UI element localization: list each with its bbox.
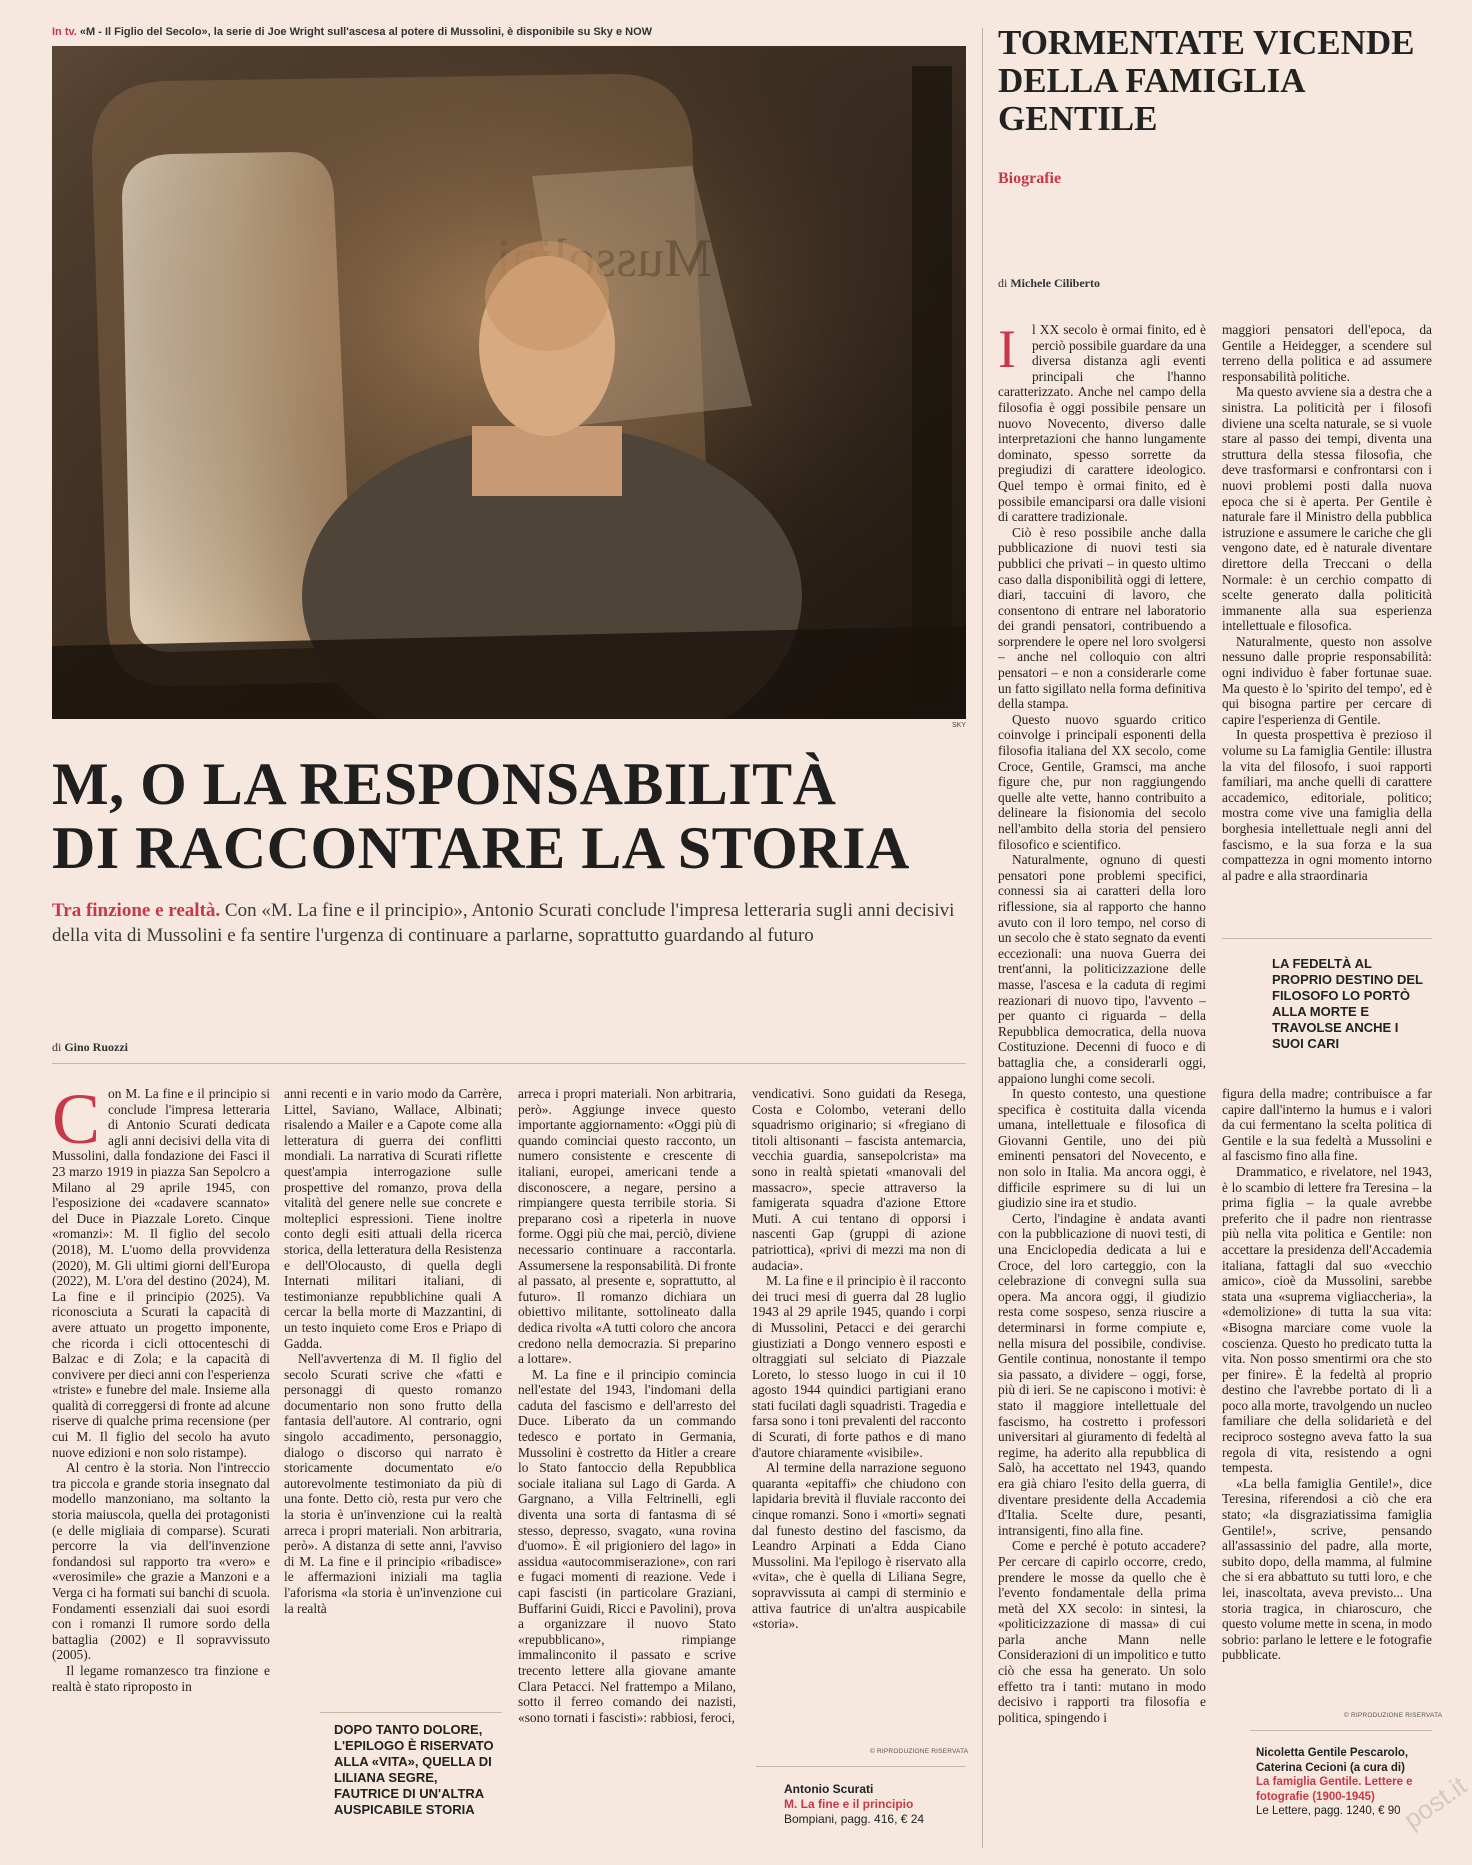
side-column-1 (998, 322, 1206, 1858)
headline-line-2: DI RACCONTARE LA STORIA (52, 815, 910, 881)
pull-quote-rule (320, 1712, 502, 1713)
pull-quote-rule (1222, 938, 1432, 939)
book-author: Antonio Scurati (784, 1782, 874, 1796)
paragraph: Nell'avvertenza di M. Il figlio del secolo Scurati scrive che «fatti e personaggi di questo romanzo documentario non sono frutto della fantasia dell'autore. Al contrario, ogni singolo accadimento, personaggio, dialogo o discorso qui narrato è storicamente documentato e/o autorevolmente testimoniato da più di una fonte. Detto ciò, resta pur vero che la storia è un'invenzione cui la realtà arreca i propri materiali. Non arbitraria, però». A distanza di sette anni, l'avviso di M. La fine e il principio «ribadisce» le affermazioni iniziali ma taglia l'aforisma «la storia è un'invenzione cui la realtà (284, 1351, 502, 1616)
byline-author: Michele Ciliberto (1010, 276, 1100, 290)
dropcap: C (52, 1086, 101, 1159)
paragraph: Certo, l'indagine è andata avanti con la pubblicazione di nuovi testi, di una Enciclopedia dedicata a lui e Croce, del loro carteggio, con la celebrazione di convegni sulla sua opera. Ma ancora oggi, il giudizio resta come sospeso, senza riuscire a determinarsi in forme compiute e, nella misura del possibile, condivise. Gentile continua, nonostante il tempo sia passato, a dividere – oggi, forse, più di ieri. Se ne capiscono i motivi: è stato il maggiore intellettuale del fascismo, ha costretto i professori universitari al giuramento di fedeltà al regime, ha aderito alla repubblica di Salò, ha accettato nel 1943, quando era già chiaro l'esito della guerra, di diventare presidente della Accademia d'Italia. Scelte dure, pesanti, intransigenti, fino alla fine. (998, 1210, 1206, 1538)
side-rights-notice: © RIPRODUZIONE RISERVATA (1344, 1712, 1443, 1719)
side-section-label: Biografie (998, 170, 1062, 187)
paragraph: vendicativi. Sono guidati da Resega, Costa e Colombo, veterani dello squadrismo originario; si «fregiano di titoli altisonanti – fascista antemarcia, vecchia guardia, sansepolcrista» ma sono in realtà spietati «manovali del massacro», specie attraverso la famigerata squadra d'azione Ettore Muti. A cui tentano di opporsi i nascenti Gap (gruppi di azione patriottica), «privi di mezzi ma non di audacia». (752, 1086, 966, 1273)
paragraph: Naturalmente, ognuno di questi pensatori pone problemi specifici, connessi sia ai caratteri della loro riflessione, sia al rapporto che hanno avuto con il loro tempo, nel corso di un secolo che è stato segnato da eventi eccezionali: una nuova Guerra dei trent'anni, la politicizzazione delle masse, l'ascesa e la caduta di regimi reazionari di nuovo tipo, l'avvento – per quanto ci riguarda – della Repubblica democratica, della nuova Costituzione. Decenni di fuoco e di battaglia che, a considerarli oggi, appaiono lunghi come secoli. (998, 852, 1206, 1086)
paragraph: In questa prospettiva è prezioso il volume su La famiglia Gentile: illustra la vita del filosofo, i suoi rapporti familiari, ma anche quelli di carattere accademico, editoriale, politico; mostra come vive una famiglia della borghesia intellettuale negli anni del fascismo, e la sua forza e la sua compattezza in ogni momento intorno al padre e alla straordinaria (1222, 727, 1432, 883)
paragraph: «La bella famiglia Gentile!», dice Teresina, riferendosi a ciò che era stato; «la disgraziatissima famiglia Gentile!», scrive, pensando all'assassinio del padre, alla morte, subito dopo, della mamma, al fulmine che si era abbattuto su tutti loro, e che lei, inascoltata, aveva previsto... Una storia tragica, in chiaroscuro, che questo volume mette in scena, in modo sobrio: parlano le lettere e le fotografie pubblicate. (1222, 1475, 1432, 1663)
dropcap: I (998, 322, 1016, 379)
subhead-text: Con «M. La fine e il principio», Antonio Scurati conclude l'impresa letteraria sugli anni decisivi della vita di Mussolini e fa sentire l'urgenza di continuare a parlarne, soprattutto guardando al futuro (52, 900, 955, 946)
paragraph: figura della madre; contribuisce a far capire dall'interno la humus e i valori da cui fermentano la scelta politica di Gentile e la sua fedeltà a Mussolini e al fascismo fino alla fine. (1222, 1086, 1432, 1164)
paragraph: Naturalmente, questo non assolve nessuno dalle proprie responsabilità: ogni individuo è faber fortunae suae. Ma questo è lo 'spirito del tempo', ed è qui bisogna partire per cercare di capire l'esperienza di Gentile. (1222, 633, 1432, 727)
side-column-2 (1222, 322, 1432, 926)
paragraph: l XX secolo è ormai finito, ed è perciò possibile guardare da una diversa distanza agli eventi principali che l'hanno caratterizzato. Anche nel campo della filosofia è oggi possibile pensare un nuovo Novecento, diverso dalle interpretazioni che hanno lungamente dominato, spesso sorrette da pregiudizi di carattere ideologico. Quel tempo è ormai finito, ed è possibile emanciparsi ora dalle visioni di carattere tradizionale. (998, 322, 1206, 525)
side-column-3 (1222, 1086, 1432, 1702)
column-divider (982, 28, 983, 1848)
headline-line-1: M, O LA RESPONSABILITÀ (52, 751, 837, 817)
book-box-rule (1250, 1730, 1432, 1731)
paragraph: In questo contesto, una questione specifica è costituita dalla vicenda umana, intellettuale e filosofica di Giovanni Gentile, uno dei più eminenti pensatori del Novecento, e non solo in Italia. Ma ancora oggi, è difficile esprimere su di lui un giudizio sine ira et studio. (998, 1086, 1206, 1211)
book-publisher: Le Lettere, pagg. 1240, € 90 (1256, 1805, 1401, 1817)
subhead-lead: Tra finzione e realtà. (52, 900, 221, 921)
byline-author: Gino Ruozzi (64, 1040, 129, 1054)
side-pull-quote: LA FEDELTÀ AL PROPRIO DESTINO DEL FILOSOFO LO PORTÒ ALLA MORTE E TRAVOLSE ANCHE I SUOI CARI (1272, 956, 1423, 1051)
rights-notice: © RIPRODUZIONE RISERVATA (870, 1748, 969, 1755)
paragraph: Drammatico, e rivelatore, nel 1943, è lo scambio di lettere fra Teresina – la prima figlia – la quale avrebbe preferito che il padre non rientrasse più nella vita politica e Gentile: non accettare la presidenza dell'Accademia italiana, fattagli dal suo «vecchio amico», cioè da Mussolini, sarebbe stata una «suprema vigliaccheria», la «demolizione» di tutta la sua vita: «Bisogna marciare come vuole la coscienza. Questo ho predicato tutta la vita. Non posso smentirmi ora che sto per finire». È la fedeltà al proprio destino che l'avrebbe portato di lì a poco alla morte, travolgendo un nucleo familiare che della solidarietà e del reciproco sostegno aveva fatto la sua regola di vita, resistendo a ogni tempesta. (1222, 1163, 1432, 1476)
book-box-rule (756, 1766, 966, 1767)
byline-prefix: di (998, 276, 1011, 290)
paragraph: arreca i propri materiali. Non arbitraria, però». Aggiunge invece questo importante aggiornamento: «Oggi più di quando cominciai questo racconto, un numero consistente e crescente di italiani, europei, americani tende a disconoscere, a negare, persino a rimpiangere questa terribile storia. Si preparano così a ripeterla in nuove forme. Oggi più che mai, perciò, diviene necessario continuare a raccontarla. Assumersene la responsabilità. Di fronte al passato, al presente e, soprattutto, al futuro». Il romanzo dichiara un obiettivo militante, sottolineato dalla dedica rivolta «A tutti coloro che ancora credono nella democrazia. Si preparino a lottare». (518, 1086, 736, 1367)
paragraph: Questo nuovo sguardo critico coinvolge i principali esponenti della filosofia italiana del XX secolo, come Croce, Gentile, Gramsci, ma anche figure che, pur non raggiungendo quelle alte vette, hanno contribuito a delineare la fisionomia del secolo nell'ambito della storia del pensiero filosofico e scientifico. (998, 711, 1206, 852)
article-column-1 (52, 1086, 270, 1856)
paragraph: M. La fine e il principio comincia nell'estate del 1943, l'indomani della caduta del fascismo e dell'arresto del Duce. Liberato da un commando tedesco e portato in Germania, Mussolini è costretto da Hitler a creare lo Stato fantoccio della Repubblica sociale italiana sul Lago di Garda. A Gargnano, a Villa Feltrinelli, egli diventa una sorta di fantasma di sé stesso, depresso, svagato, «una rovina d'uomo». È «il prigioniero del lago» in assidua «autocommiserazione», con rari e fugaci momenti di reazione. Vede i capi fascisti (in particolare Graziani, Buffarini Guidi, Ricci e Pavolini), prova a organizzare il nuovo Stato «repubblicano», rimpiange immalinconito il passato e scrive trecento lettere alla giovane amante Clara Petacci. Nel frattempo a Milano, sotto il ferreo comando dei nazisti, «sono tornati i fascisti»: rabbiosi, feroci, (518, 1366, 736, 1725)
caption-text: «M - Il Figlio del Secolo», la serie di Joe Wright sull'ascesa al potere di Mussolini, è disponibile su Sky e NOW (76, 26, 653, 38)
paragraph: Ma questo avviene sia a destra che a sinistra. La politicità per i filosofi diviene una scelta naturale, se si vuole stare al passo dei tempi, diventa una struttura della stessa filosofia, che deve trasformarsi e confrontarsi con i nuovi problemi posti dalla nuova epoca che si è aperta. Per Gentile è naturale fare il Ministro della pubblica istruzione e assumere le cariche che gli vengono date, ed è naturale diventare direttore della Treccani o della Normale: è un cerchio compatto di scelte generato dalla politicità immanente alla sua esperienza intellettuale e filosofica. (1222, 384, 1432, 634)
photo-credit: SKY (952, 722, 967, 729)
watermark: post.it (1398, 1770, 1472, 1835)
paragraph: Come e perché è potuto accadere? Per cercare di capirlo occorre, credo, prendere le mosse da quello che è l'evento fondamentale della prima metà del XX secolo: in sintesi, la «politicizzazione di massa» di cui parla anche Mann nelle Considerazioni di un impolitico e tutto ciò che essa ha generato. Un solo effetto tra i tanti: mutano in modo decisivo i rapporti tra filosofia e politica, spingendo i (998, 1538, 1206, 1725)
paragraph: Al centro è la storia. Non l'intreccio tra piccola e grande storia insegnato dal modello manzoniano, ma soltanto la storia maiuscola, quella dei protagonisti (e delle migliaia di comparse). Scurati percorre la via dell'invenzione fondandosi sul rapporto tra «vero» e «verosimile» che grazie a Manzoni e a Verga ci ha formati sui banchi di scuola. Fondamenti essenziali dai suoi esordi con i romanzi Il rumore sordo della battaglia (2002) e Il sopravvissuto (2005). (52, 1460, 270, 1663)
article-photo (52, 46, 966, 719)
byline-prefix: di (52, 1040, 65, 1054)
body-top-rule (52, 1063, 966, 1064)
article-column-2 (284, 1086, 502, 1698)
article-column-3 (518, 1086, 736, 1856)
article-headline (52, 752, 972, 880)
caption-lead: In tv. (52, 26, 77, 38)
paragraph: on M. La fine e il principio si conclude l'impresa letteraria di Antonio Scurati dedicata agli anni decisivi della vita di Mussolini, dalla fondazione dei Fasci il 23 marzo 1919 in piazza San Sepolcro a Milano al 29 aprile 1945, con l'esposizione dei «cadavere scannato» del Duce in Piazzale Loreto. Cinque «romanzi»: M. Il figlio del secolo (2018), M. L'uomo della provvidenza (2020), M. Gli ultimi giorni dell'Europa (2022), M. L'ora del destino (2024), M. La fine e il principio (2025). Va riconosciuta a Scurati la capacità di avere attuato un progetto imponente, che ricorda i cicli ottocenteschi di Balzac e di Zola; e la capacità di convivere per dieci anni con l'esperienza «triste» e funebre del male. Insieme alla qualità di correggersi di fronte ad alcune riserve di qualche prima recensione (per cui M. Il figlio del secolo ha avuto nuove edizioni e non solo ristampe). (52, 1086, 270, 1460)
side-headline: TORMENTATE VICENDE DELLA FAMIGLIA GENTILE (998, 23, 1415, 138)
paragraph: Ciò è reso possibile anche dalla pubblicazione di nuovi testi sia pubblici che privati – in questo ultimo caso dalla disponibilità oggi di lettere, diari, taccuini di lavoro, che consentono di entrare nel laboratorio dei grandi pensatori, contribuendo a sorprendere le opere nel loro svolgersi – anche nel colloquio con altri pensatori – e non a considerarle come un fatto sigillato nella forma definitiva della stampa. (998, 524, 1206, 712)
book-author: Nicoletta Gentile Pescarolo, Caterina Cecioni (a cura di) (1256, 1747, 1409, 1774)
article-column-4 (752, 1086, 966, 1750)
side-byline (998, 276, 1100, 291)
paragraph: Il legame romanzesco tra finzione e realtà è stato riproposto in (52, 1662, 270, 1694)
book-title: M. La fine e il principio (784, 1797, 914, 1811)
paragraph: M. La fine e il principio è il racconto dei truci mesi di guerra dal 28 luglio 1943 al 29 aprile 1945, quando i corpi di Mussolini, Petacci e dei gerarchi giustiziati a Dongo vennero esposti e oltraggiati sul selciato di Piazzale Loreto, lo stesso luogo in cui il 10 agosto 1944 quindici partigiani erano stati fucilati dagli squadristi. Tragedia e farsa sono i toni prevalenti del racconto di Scurati, di forte pathos e di mano d'autore chiaramente «visibile». (752, 1273, 966, 1460)
paragraph: maggiori pensatori dell'epoca, da Gentile a Heidegger, a scendere sul terreno della politica e ad assumere responsabilità politiche. (1222, 322, 1432, 384)
pull-quote: DOPO TANTO DOLORE, L'EPILOGO È RISERVATO ALLA «VITA», QUELLA DI LILIANA SEGRE, FAUTRICE DI UN'ALTRA AUSPICABILE STORIA (334, 1722, 494, 1817)
paragraph: Al termine della narrazione seguono quaranta «epitaffi» che chiudono con lapidaria brevità il fluviale racconto dei cinque romanzi. Sono i «morti» segnati dal funesto destino del fascismo, da Leandro Arpinati a Edda Ciano Mussolini. Ma l'epilogo è riservato alla «vita», che è quella di Liliana Segre, sopravvissuta ai campi di sterminio e attiva fautrice di un'altra auspicabile «storia». (752, 1460, 966, 1632)
car-window-photo (52, 46, 966, 719)
book-info (784, 1782, 966, 1827)
book-publisher: Bompiani, pagg. 416, € 24 (784, 1812, 925, 1826)
article-subhead (52, 898, 972, 948)
article-byline (52, 1040, 128, 1055)
book-title: La famiglia Gentile. Lettere e fotografie (1900-1945) (1256, 1776, 1413, 1803)
photo-caption (52, 26, 972, 38)
paragraph: anni recenti e in vario modo da Carrère, Littel, Saviano, Wallace, Albinati; risalendo a Mailer e a Capote come alla letteratura di guerra dei conflitti mondiali. La narrativa di Scurati riflette quest'ampia interrogazione sulle prospettive del romanzo, prova della vitalità del genere nelle sue concrete e molteplici espressioni. Tiene inoltre conto degli esiti attuali della ricerca storica, della letteratura della Resistenza e dell'Olocausto, di quella degli Internati militari italiani, di testimonianze repubblichine quali A cercar la bella morte di Mazzantini, di un testo inquieto come Eros e Priapo di Gadda. (284, 1086, 502, 1351)
